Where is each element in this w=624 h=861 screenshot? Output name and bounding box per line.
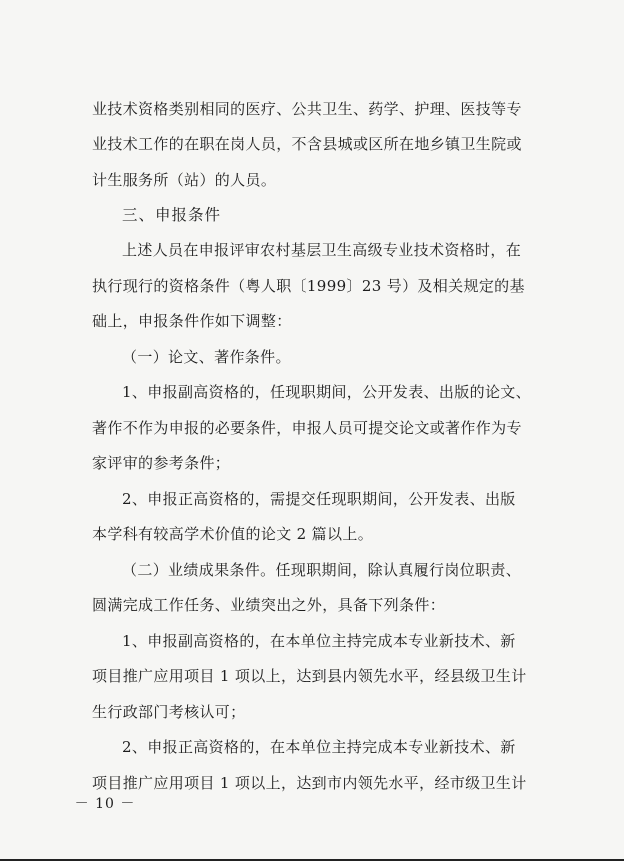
section-heading: 三、申报条件 bbox=[122, 206, 222, 224]
text-line: 1、申报副高资格的，在本单位主持完成本专业新技术、新 bbox=[122, 632, 516, 650]
text-line: 础上，申报条件作如下调整： bbox=[92, 312, 292, 330]
subsection-heading: （一）论文、著作条件。 bbox=[122, 348, 291, 366]
text-line: 业技术资格类别相同的医疗、公共卫生、药学、护理、医技等专 bbox=[92, 100, 522, 118]
text-line: 圆满完成工作任务、业绩突出之外，具备下列条件： bbox=[92, 596, 446, 614]
text-line: 项目推广应用项目 1 项以上，达到县内领先水平，经县级卫生计 bbox=[92, 667, 527, 685]
text-line: 著作不作为申报的必要条件，申报人员可提交论文或著作作为专 bbox=[92, 419, 522, 437]
text-line: 2、申报正高资格的，在本单位主持完成本专业新技术、新 bbox=[122, 738, 516, 756]
page-number: － 10 － bbox=[74, 796, 136, 812]
text-line: 家评审的参考条件； bbox=[92, 454, 231, 472]
text-line: 计生服务所（站）的人员。 bbox=[92, 171, 277, 189]
text-line: 执行现行的资格条件（粤人职〔1999〕23 号）及相关规定的基 bbox=[92, 277, 525, 295]
text-line: 本学科有较高学术价值的论文 2 篇以上。 bbox=[92, 525, 374, 543]
text-line: 生行政部门考核认可； bbox=[92, 703, 246, 721]
text-line: 2、申报正高资格的，需提交任现职期间，公开发表、出版 bbox=[122, 490, 516, 508]
text-line: 项目推广应用项目 1 项以上，达到市内领先水平，经市级卫生计 bbox=[92, 774, 527, 792]
text-line: 业技术工作的在职在岗人员，不含县城或区所在地乡镇卫生院或 bbox=[92, 135, 522, 153]
text-line: 1、申报副高资格的，任现职期间，公开发表、出版的论文、 bbox=[122, 383, 531, 401]
text-line: 上述人员在申报评审农村基层卫生高级专业技术资格时，在 bbox=[122, 241, 522, 259]
subsection-heading: （二）业绩成果条件。任现职期间，除认真履行岗位职责、 bbox=[122, 561, 522, 579]
